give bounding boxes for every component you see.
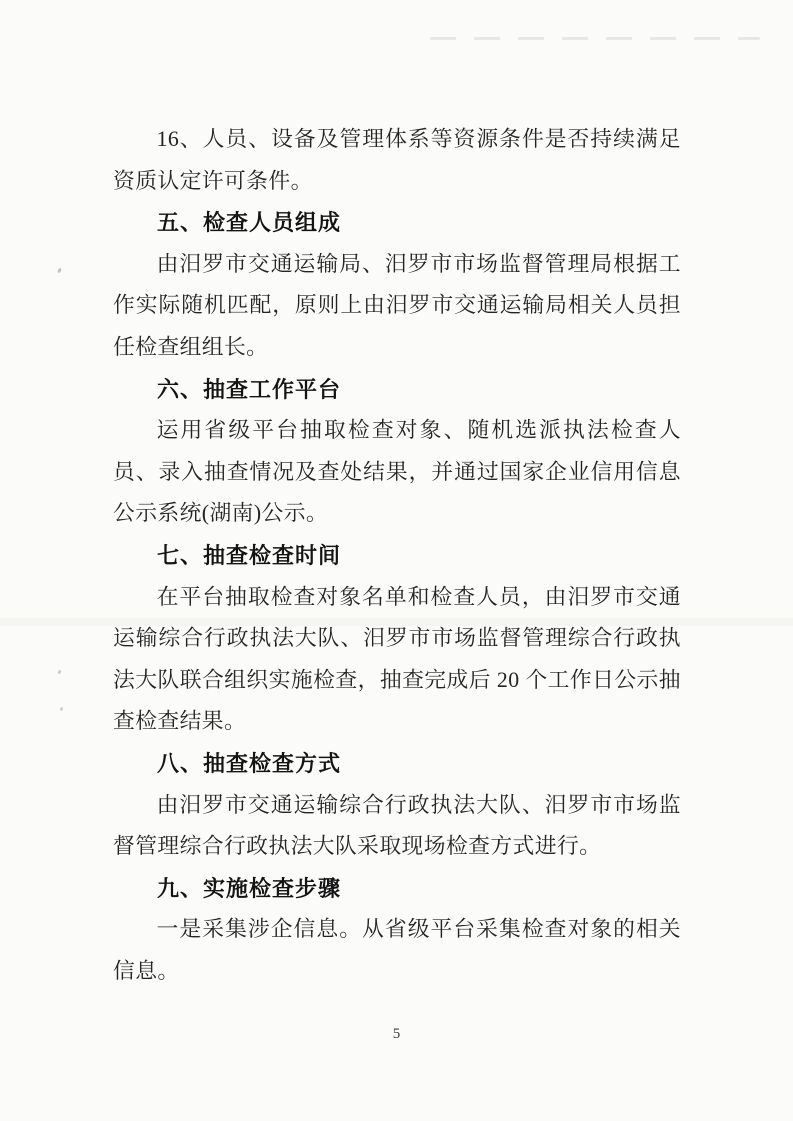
section-heading-5-personnel: 五、检查人员组成 (157, 210, 342, 236)
paragraph-steps: 一是采集涉企信息。从省级平台采集检查对象的相关信息。 (113, 917, 681, 983)
section-heading-8-method: 八、抽查检查方式 (157, 750, 342, 776)
paragraph-method: 由汨罗市交通运输综合行政执法大队、汨罗市市场监督管理综合行政执法大队采取现场检查方式进行。 (113, 792, 681, 859)
scan-speck (57, 268, 61, 274)
paragraph-item-16: 16、人员、设备及管理体系等资源条件是否持续满足资质认定许可条件。 (113, 127, 681, 193)
scan-speck (57, 670, 61, 675)
paragraph-time: 在平台抽取检查对象名单和检查人员，由汨罗市交通运输综合行政执法大队、汨罗市市场监督管理综合行政执法大队联合组织实施检查，抽查完成后 20 个工作日公示抽查检查结果。 (113, 584, 681, 734)
document-body (113, 119, 681, 992)
scan-artifact-streak (430, 37, 760, 40)
section-heading-6-platform: 六、抽查工作平台 (157, 376, 342, 402)
section-heading-9-steps: 九、实施检查步骤 (157, 875, 342, 901)
paragraph-personnel: 由汨罗市交通运输局、汨罗市市场监督管理局根据工作实际随机匹配，原则上由汨罗市交通运输局相关人员担任检查组组长。 (113, 251, 681, 359)
section-heading-7-time: 七、抽查检查时间 (157, 542, 342, 568)
page-number: 5 (392, 1026, 401, 1042)
scan-speck (59, 707, 63, 712)
paragraph-platform: 运用省级平台抽取检查对象、随机选派执法检查人员、录入抽查情况及查处结果，并通过国家企业信用信息公示系统(湖南)公示。 (113, 418, 681, 526)
